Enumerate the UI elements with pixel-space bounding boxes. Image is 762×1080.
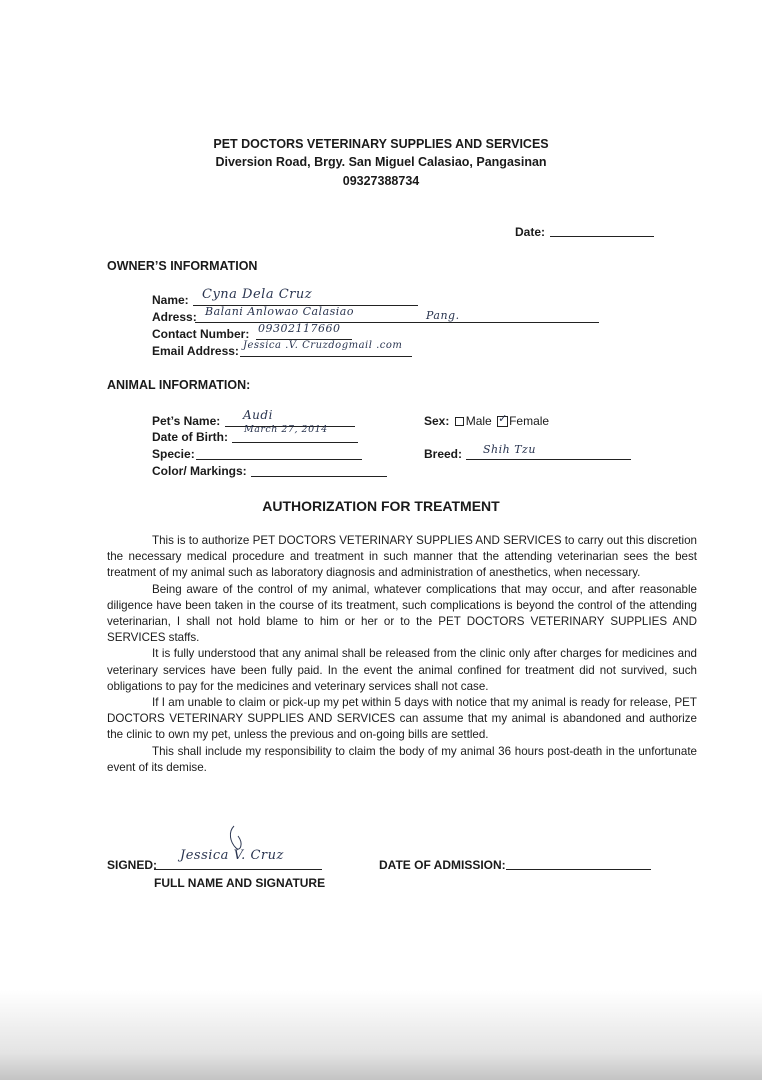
owner-address-label: Adress:: [152, 310, 197, 324]
signature-value: Jessica V. Cruz: [180, 848, 284, 863]
date-of-birth-value: March 27, 2014: [244, 424, 328, 435]
authorization-paragraph: It is fully understood that any animal shall be released from the clinic only after charges for medicines and veterinary services have been fully paid. In the event the animal confined for treatment did not survived, such obligations to pay for the medicines and veterinary services shall not case.: [107, 647, 697, 693]
specie-label: Specie:: [152, 447, 195, 461]
owner-address-value: Balani Anlowao Calasiao: [205, 305, 354, 318]
full-name-signature-label: FULL NAME AND SIGNATURE: [154, 876, 326, 890]
authorization-paragraph: This is to authorize PET DOCTORS VETERINARY SUPPLIES AND SERVICES to carry out this discretion the necessary medical procedure and treatment in such manner that the attending veterinarian sees the best treatment of my animal such as laboratory diagnosis and administration of anesthetics, when necessary.: [107, 534, 697, 580]
signature-field[interactable]: [154, 869, 322, 870]
owner-address-suffix: Pang.: [426, 309, 460, 322]
sex-label: Sex:: [424, 414, 450, 428]
date-of-birth-field[interactable]: [232, 442, 358, 443]
owner-name-value: Cyna Dela Cruz: [202, 287, 313, 302]
authorization-body: [107, 533, 697, 776]
business-phone: 09327388734: [342, 174, 420, 188]
pet-name-value: Audi: [243, 408, 273, 422]
authorization-title: AUTHORIZATION FOR TREATMENT: [262, 498, 500, 514]
date-field[interactable]: [550, 236, 654, 237]
contact-number-value: 09302117660: [258, 322, 341, 335]
business-name: PET DOCTORS VETERINARY SUPPLIES AND SERVICES: [213, 137, 549, 151]
scan-shadow: [0, 990, 762, 1080]
email-address-field[interactable]: [240, 356, 412, 357]
color-markings-label: Color/ Markings:: [152, 464, 247, 478]
female-checkbox[interactable]: [497, 412, 508, 427]
signed-label: SIGNED:: [107, 858, 158, 872]
pet-name-label: Pet’s Name:: [152, 414, 221, 428]
male-checkbox[interactable]: [455, 417, 464, 426]
date-of-admission-field[interactable]: [506, 869, 651, 870]
email-address-label: Email Address:: [152, 344, 239, 358]
owner-name-label: Name:: [152, 293, 189, 307]
specie-field[interactable]: [196, 459, 362, 460]
date-label: Date:: [515, 225, 546, 239]
authorization-paragraph: Being aware of the control of my animal, whatever complications that may occur, and after reasonable diligence have been taken in the course of its treatment, such complications is beyond the control of the attending veterinarian, I shall not hold blame to him or her or to the PET DOCTORS VETERINARY SUPPLIES AND SERVICES staffs.: [107, 582, 697, 645]
contact-number-label: Contact Number:: [152, 327, 250, 341]
authorization-paragraph: If I am unable to claim or pick-up my pet within 5 days with notice that my animal is ready for release, PET DOCTORS VETERINARY SUPPLIES AND SERVICES can assume that my animal is abandoned and authorize the clinic to own my pet, unless the previous and on-going bills are settled.: [107, 696, 697, 742]
date-of-birth-label: Date of Birth:: [152, 430, 228, 444]
breed-label: Breed:: [424, 447, 463, 461]
color-markings-field[interactable]: [251, 476, 387, 477]
sex-row: [424, 414, 549, 428]
female-option-label: Female: [509, 414, 550, 428]
owner-address-field[interactable]: [195, 322, 599, 323]
animal-section-heading: ANIMAL INFORMATION:: [107, 378, 251, 392]
business-address: Diversion Road, Brgy. San Miguel Calasiao, Pangasinan: [215, 155, 547, 169]
authorization-paragraph: This shall include my responsibility to claim the body of my animal 36 hours post-death in the unfortunate event of its demise.: [107, 744, 697, 774]
email-address-value: Jessica .V. Cruzdogmail .com: [243, 340, 403, 351]
date-of-admission-label: DATE OF ADMISSION:: [379, 858, 506, 872]
female-check-mark: ✓: [498, 412, 508, 425]
breed-value: Shih Tzu: [483, 443, 536, 456]
signature-flourish: [220, 824, 250, 854]
breed-field[interactable]: [466, 459, 631, 460]
male-option-label: Male: [465, 414, 492, 428]
owner-section-heading: OWNER’S INFORMATION: [107, 259, 258, 273]
